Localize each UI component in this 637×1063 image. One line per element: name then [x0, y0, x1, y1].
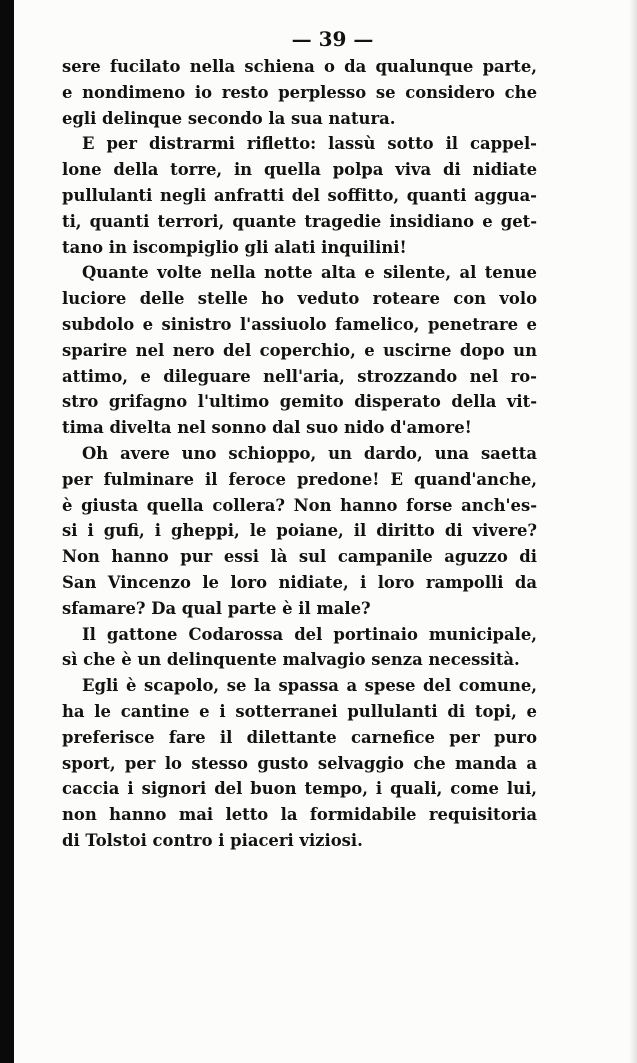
text-line: ti, quanti terrori, quante tragedie insidiano e get-: [62, 211, 537, 231]
text-line: attimo, e dileguare nell'aria, strozzando nel ro-: [62, 366, 537, 386]
text-line: lone della torre, in quella polpa viva di nidiate: [62, 160, 537, 180]
text-line: pullulanti negli anfratti del soffitto, quanti aggua-: [62, 185, 537, 205]
page-number: — 39 —: [291, 27, 374, 51]
body-text: [62, 54, 537, 854]
text-line: è giusta quella collera? Non hanno forse anch'es-: [62, 495, 537, 515]
text-line: sparire nel nero del coperchio, e uscirne dopo un: [62, 340, 537, 360]
text-line: sport, per lo stesso gusto selvaggio che manda a: [62, 753, 537, 773]
text-line: caccia i signori del buon tempo, i quali, come lui,: [62, 779, 537, 799]
text-line: Quante volte nella notte alta e silente, al tenue: [82, 263, 537, 283]
text-line: Oh avere uno schioppo, un dardo, una saetta: [82, 443, 537, 463]
text-line: preferisce fare il dilettante carnefice per puro: [62, 727, 537, 747]
paragraph-3: [62, 260, 537, 441]
text-line: sere fucilato nella schiena o da qualunque parte,: [62, 57, 537, 76]
text-line: e nondimeno io resto perplesso se considero che: [62, 82, 537, 102]
paragraph-2: [62, 131, 537, 260]
text-line: di Tolstoi contro i piaceri viziosi.: [62, 830, 363, 850]
paragraph-6: [62, 673, 537, 854]
text-line: E per distrarmi rifletto: lassù sotto il cappel-: [82, 134, 537, 154]
text-line: non hanno mai letto la formidabile requisitoria: [62, 805, 537, 825]
text-line: Egli è scapolo, se la spassa a spese del comune,: [82, 676, 537, 696]
text-line: ha le cantine e i sotterranei pullulanti di topi, e: [62, 701, 537, 721]
text-line: subdolo e sinistro l'assiuolo famelico, penetrare e: [62, 314, 537, 334]
page-binding-edge: [0, 0, 14, 1063]
paragraph-5: [62, 622, 537, 674]
text-line: si i gufi, i gheppi, le poiane, il diritto di vivere?: [62, 521, 537, 541]
text-line: sì che è un delinquente malvagio senza necessità.: [62, 650, 520, 670]
paragraph-4: [62, 441, 537, 622]
text-line: Non hanno pur essi là sul campanile aguzzo di: [62, 547, 537, 567]
text-line: sfamare? Da qual parte è il male?: [62, 598, 371, 618]
text-line: Il gattone Codarossa del portinaio municipale,: [82, 624, 537, 644]
text-line: per fulminare il feroce predone! E quand'anche,: [62, 469, 537, 489]
text-line: egli delinque secondo la sua natura.: [62, 108, 396, 128]
text-line: San Vincenzo le loro nidiate, i loro rampolli da: [62, 572, 537, 592]
page-edge-shadow: [629, 0, 637, 1063]
text-line: tano in iscompiglio gli alati inquilini!: [62, 237, 407, 257]
text-line: luciore delle stelle ho veduto roteare con volo: [62, 289, 537, 309]
text-line: stro grifagno l'ultimo gemito disperato della vit-: [62, 392, 537, 412]
text-line: tima divelta nel sonno dal suo nido d'amore!: [62, 418, 472, 438]
paragraph-1: [62, 54, 537, 131]
